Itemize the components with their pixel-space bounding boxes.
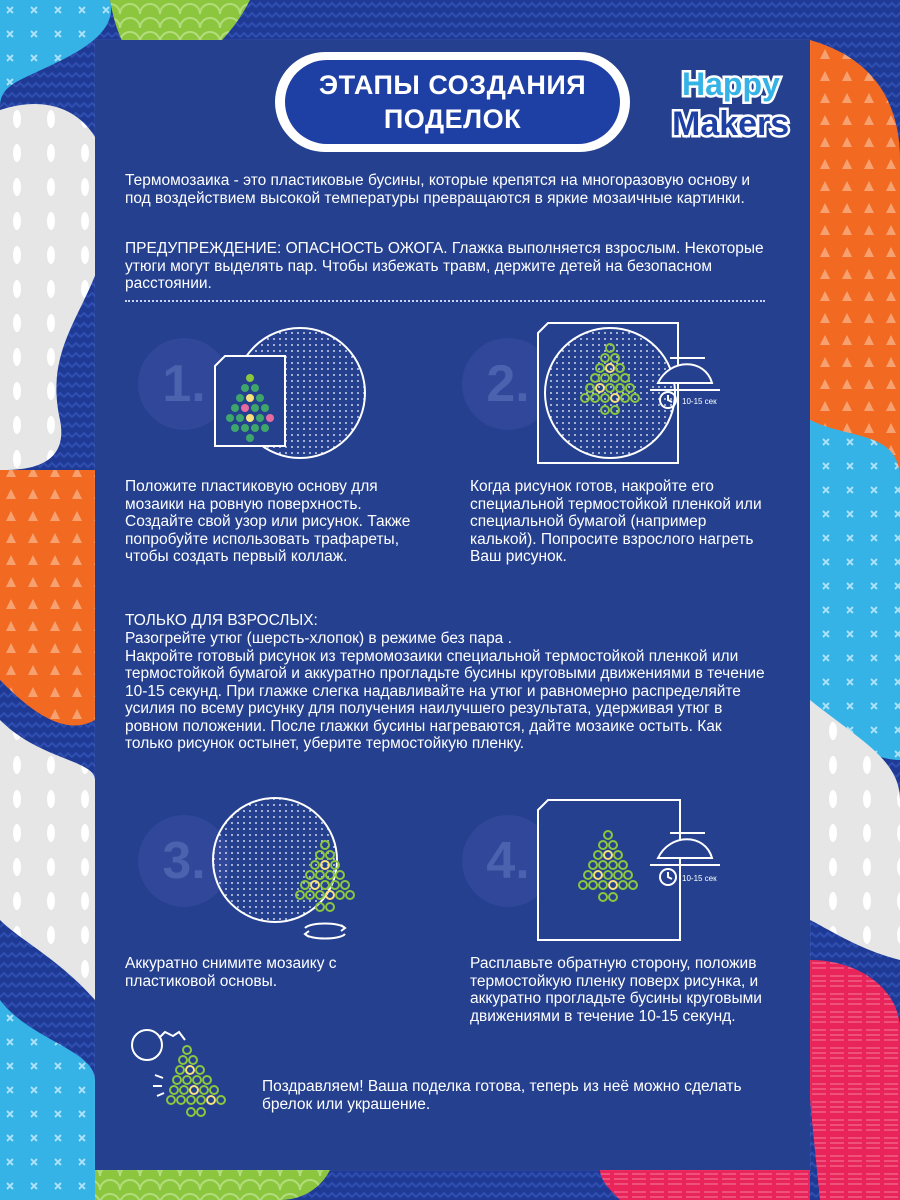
step-number-1: 1. — [138, 338, 230, 430]
step-number-2: 2. — [462, 338, 554, 430]
step-1-illustration — [205, 318, 380, 468]
title-line-2: ПОДЕЛОК — [383, 104, 522, 134]
brand-logo — [660, 55, 830, 150]
step-1-text: Положите пластиковую основу для мозаики на ровную поверхность. Создайте свой узор или рисунок. Также попробуйте использовать трафареты, чтобы создать первый коллаж. — [125, 478, 411, 565]
divider — [125, 300, 765, 302]
logo-top-text: Happy — [682, 66, 780, 102]
step-number-3: 3. — [138, 815, 230, 907]
adults-text: Разогрейте утюг (шерсть-хлопок) в режиме без пара . Накройте готовый рисунок из термомозаики специальной термостойкой пленкой или термостойкой бумагой и аккуратно прогладьте бусины круговыми движениями в течение 10-15 секунд. При глажке слегка надавливайте на утюг и равномерно распределяйте усилия по всему рисунку для получения наилучшего результата, удерживая утюг в ровном положении. После глажки бусины нагреваются, дайте мозаике остыть. Как только рисунок остынет, уберите термостойкую пленку. — [125, 630, 765, 752]
warning-text: ПРЕДУПРЕЖДЕНИЕ: ОПАСНОСТЬ ОЖОГА. Глажка выполняется взрослым. Некоторые утюги могут выделять пар. Чтобы избежать травм, держите детей на безопасном расстоянии. — [125, 240, 764, 292]
final-text: Поздравляем! Ваша поделка готова, теперь из неё можно сделать брелок или украшение. — [262, 1078, 742, 1113]
step-2-text: Когда рисунок готов, накройте его специальной термостойкой пленкой или специальной бумагой (например калькой). Попросите взрослого нагреть Ваш рисунок. — [470, 478, 762, 565]
step-3-text: Аккуратно снимите мозаику с пластиковой основы. — [125, 955, 337, 990]
step-4-illustration — [530, 790, 745, 950]
page-title — [285, 60, 620, 144]
intro-text: Термомозаика - это пластиковые бусины, которые крепятся на многоразовую основу и под воздействием высокой температуры превращаются в яркие мозаичные картинки. — [125, 172, 751, 207]
step-number-4: 4. — [462, 815, 554, 907]
keyring-icon — [132, 1030, 185, 1060]
sparkle-icon — [153, 1075, 164, 1096]
timer-label: 10-15 сек — [682, 874, 717, 883]
keyring-illustration — [125, 1020, 255, 1160]
step-4-text: Расплавьте обратную сторону, положив термостойкую пленку поверх рисунка, и аккуратно прогладьте бусины круговыми движениями в течение 10-15 секунд. — [470, 955, 762, 1025]
timer-label: 10-15 сек — [682, 397, 717, 406]
title-line-1: ЭТАПЫ СОЗДАНИЯ — [318, 70, 587, 100]
logo-bottom-text: Makers — [672, 105, 790, 143]
step-2-illustration — [530, 318, 745, 468]
christmas-tree-mosaic — [167, 1046, 225, 1116]
step-3-illustration — [205, 790, 375, 950]
cover-sheet — [538, 800, 680, 940]
adults-heading: ТОЛЬКО ДЛЯ ВЗРОСЛЫХ: — [125, 612, 318, 629]
rotate-arrows-icon — [305, 924, 345, 939]
